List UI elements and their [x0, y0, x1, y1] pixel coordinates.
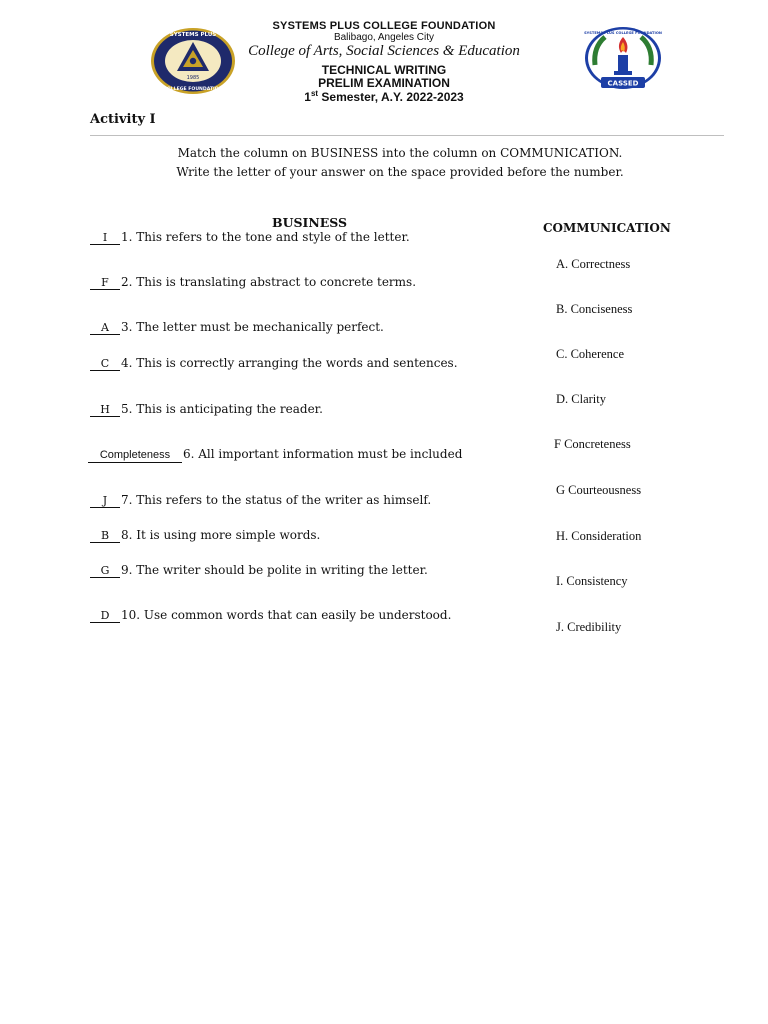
option-item: H. Consideration [556, 529, 642, 543]
option-item: J. Credibility [556, 620, 622, 634]
semester-text: Semester, A.Y. 2022-2023 [318, 90, 464, 104]
answer-blank[interactable]: D [90, 609, 120, 623]
option-item: F Concreteness [554, 437, 631, 451]
school-address: Balibago, Angeles City [333, 32, 435, 43]
seal-right-banner: CASSED [607, 79, 639, 88]
question-text: 10. Use common words that can easily be understood. [121, 608, 452, 622]
question-item [90, 493, 431, 508]
question-item [90, 230, 410, 245]
question-text: 8. It is using more simple words. [121, 528, 321, 542]
option-item: G Courteousness [556, 483, 642, 497]
instruction-line-2: Write the letter of your answer on the space provided before the number. [176, 165, 624, 179]
answer-blank[interactable]: J [90, 494, 120, 508]
question-item [90, 563, 428, 578]
option-item: D. Clarity [556, 392, 606, 406]
question-text: 2. This is translating abstract to concrete terms. [121, 275, 417, 289]
question-item [90, 402, 323, 417]
answer-blank[interactable]: I [90, 231, 120, 245]
question-text: 3. The letter must be mechanically perfect. [121, 320, 384, 334]
question-item [90, 608, 451, 623]
question-item [88, 447, 462, 463]
answer-blank[interactable]: C [90, 357, 120, 371]
question-item [90, 275, 416, 290]
question-text: 4. This is correctly arranging the words and sentences. [121, 356, 458, 370]
question-text: 1. This refers to the tone and style of the letter. [121, 230, 410, 244]
option-item: I. Consistency [556, 574, 628, 588]
seal-left-year: 1985 [186, 75, 200, 81]
answer-blank[interactable]: A [90, 321, 120, 335]
semester-suffix: st [310, 89, 319, 98]
question-text: 6. All important information must be included [183, 447, 463, 461]
answer-blank[interactable]: B [90, 529, 120, 543]
instruction-line-1: Match the column on BUSINESS into the column on COMMUNICATION. [177, 146, 623, 160]
semester-number: 1 [304, 90, 311, 104]
question-text: 7. This refers to the status of the writer as himself. [121, 493, 432, 507]
seal-left-ring-top: SYSTEMS PLUS [169, 32, 217, 38]
seal-right-ring: SYSTEMS PLUS COLLEGE FOUNDATION [584, 31, 662, 35]
seal-left-ring-bottom: COLLEGE FOUNDATION [163, 87, 223, 92]
option-item: C. Coherence [556, 347, 625, 361]
question-item [90, 356, 458, 371]
answer-blank[interactable]: F [90, 276, 120, 290]
option-item: A. Correctness [556, 257, 631, 271]
answer-blank[interactable]: G [90, 564, 120, 578]
answer-blank[interactable]: Completeness [88, 449, 182, 463]
question-text: 5. This is anticipating the reader. [121, 402, 323, 416]
school-name: SYSTEMS PLUS COLLEGE FOUNDATION [272, 20, 496, 32]
business-column-heading: BUSINESS [272, 215, 348, 230]
option-item: B. Conciseness [556, 302, 633, 316]
question-item [90, 528, 320, 543]
communication-column-heading: COMMUNICATION [543, 221, 671, 235]
question-item [90, 320, 384, 335]
college-name: College of Arts, Social Sciences & Education [248, 43, 520, 59]
answer-blank[interactable]: H [90, 403, 120, 417]
question-text: 9. The writer should be polite in writing the letter. [121, 563, 428, 577]
activity-heading: Activity I [90, 112, 156, 127]
exam-title: PRELIM EXAMINATION [318, 76, 450, 90]
semester-line [0, 89, 768, 104]
subject-title: TECHNICAL WRITING [321, 63, 447, 77]
divider [90, 135, 724, 136]
